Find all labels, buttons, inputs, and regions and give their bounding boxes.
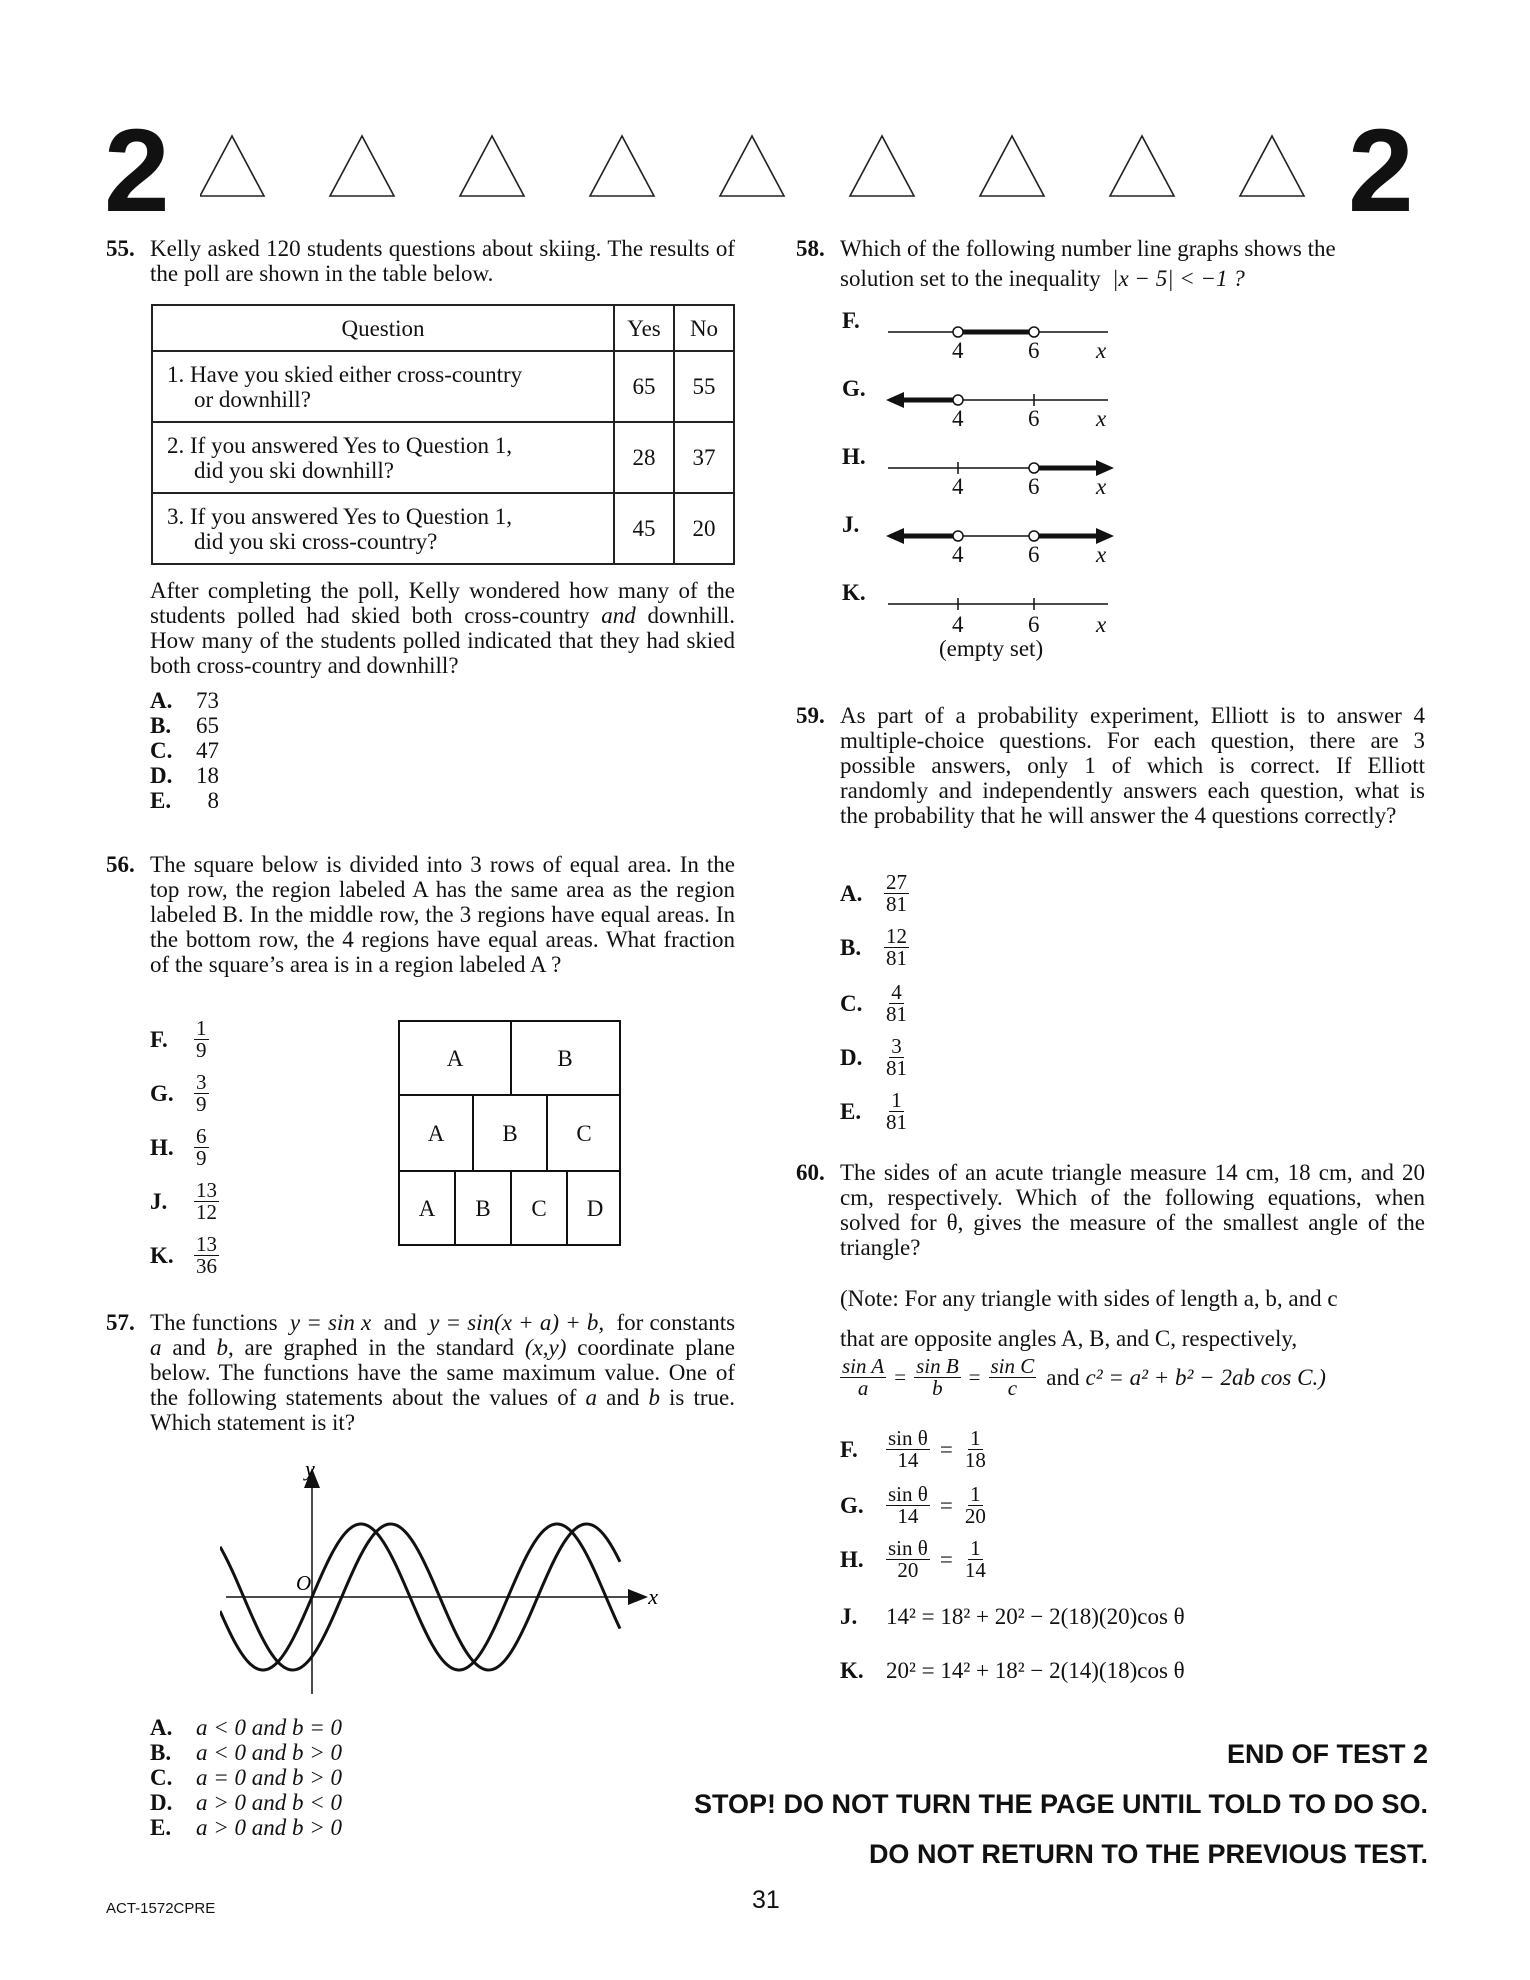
answer-option[interactable]: H. $\frac{\text{sin θ}}{20}$ = $\frac{1}{14}$: [840, 1536, 986, 1582]
q60-note-line1: (Note: For any triangle with sides of length a, b, and c: [840, 1286, 1338, 1311]
answer-option[interactable]: D. 18: [150, 763, 219, 788]
option-letter: K.: [842, 580, 866, 605]
header-left-number: 2: [104, 105, 170, 237]
q55-number: 55.: [106, 236, 135, 261]
region-label: B: [502, 1120, 518, 1146]
q58-number: 58.: [796, 236, 825, 261]
answer-option[interactable]: F. $\frac{\text{sin θ}}{14}$ = $\frac{1}{18}$: [840, 1426, 986, 1472]
left-arrow-icon: [886, 528, 904, 544]
answer-option[interactable]: K. $\frac{13}{36}$: [150, 1232, 217, 1278]
cell-no: 55: [674, 351, 734, 422]
y-axis-label: y: [305, 1458, 315, 1481]
answer-option[interactable]: E. $\frac{1}{81}$: [840, 1088, 907, 1134]
triangle-icon: [850, 136, 914, 196]
answer-option[interactable]: B. $\frac{12}{81}$: [840, 924, 907, 970]
region-label: B: [475, 1195, 491, 1221]
answer-option[interactable]: J. $\frac{13}{12}$: [150, 1178, 217, 1224]
q56-text: The square below is divided into 3 rows of equal area. In the top row, the region labeled A has the same area as the region labeled B. In the middle row, the 3 regions have equal areas. In the bottom row, the 4 regions have equal areas. What fraction of the square’s area is in a region labeled A ?: [150, 852, 735, 977]
svg-text:6: 6: [1028, 612, 1040, 637]
region-label: A: [418, 1195, 436, 1221]
answer-option[interactable]: E. a > 0 and b > 0: [150, 1815, 343, 1840]
svg-text:x: x: [1096, 338, 1107, 363]
header-right-number: 2: [1348, 105, 1414, 237]
svg-text:6: 6: [1028, 338, 1040, 363]
q57-number: 57.: [106, 1310, 135, 1335]
table-row: 1. Have you skied either cross-country or downhill? 65 55: [152, 351, 734, 422]
answer-option[interactable]: A. $\frac{27}{81}$: [840, 870, 907, 916]
q57-options: [150, 1715, 342, 1840]
cell-yes: 45: [614, 493, 674, 564]
q60-text: The sides of an acute triangle measure 14 cm, 18 cm, and 20 cm, respectively. Which of the following equations, when solved for θ, gives the measure of the smallest angle of the triangle?: [840, 1160, 1425, 1260]
svg-text:4: 4: [952, 474, 964, 499]
table-row: 3. If you answered Yes to Question 1, did you ski cross-country? 45 20: [152, 493, 734, 564]
answer-option[interactable]: A. a < 0 and b = 0: [150, 1715, 343, 1740]
empty-set-label: (empty set): [939, 636, 1044, 661]
q60-note-line2: that are opposite angles A, B, and C, respectively,: [840, 1326, 1298, 1351]
triangle-icon: [1110, 136, 1174, 196]
cell-no: 20: [674, 493, 734, 564]
stop-instruction: STOP! DO NOT TURN THE PAGE UNTIL TOLD TO DO SO.: [693, 1789, 1428, 1819]
svg-text:6: 6: [1028, 406, 1040, 431]
q60-number: 60.: [796, 1160, 825, 1185]
q55-poll-table: [151, 304, 735, 565]
origin-label: O: [296, 1571, 312, 1595]
svg-text:4: 4: [952, 406, 964, 431]
left-arrow-icon: [886, 392, 904, 408]
q55-options: [150, 688, 219, 813]
end-of-test-label: END OF TEST 2: [1226, 1739, 1428, 1769]
no-return-instruction: DO NOT RETURN TO THE PREVIOUS TEST.: [868, 1839, 1428, 1869]
option-letter: H.: [842, 444, 866, 469]
q57-text: The functions y = sin x and y = sin(x + a) + b, for constants a and b, are graphed in the standard (x,y) coordinate plane below. The functions have the same maximum value. One of the following statements about the values of a and b is true. Which statement is it?: [150, 1310, 736, 1435]
cell-yes: 28: [614, 422, 674, 493]
triangle-icon: [1240, 136, 1304, 196]
triangle-icon: [460, 136, 524, 196]
header-triangles: [200, 134, 1330, 202]
region-label: C: [531, 1195, 547, 1221]
answer-option[interactable]: C. $\frac{4}{81}$: [840, 980, 907, 1026]
table-header-yes: Yes: [614, 305, 674, 351]
option-letter: G.: [842, 376, 866, 401]
answer-option[interactable]: D. $\frac{3}{81}$: [840, 1034, 907, 1080]
q60-law-formulas: $\frac{\text{sin A}}{a}$ = $\frac{\text{sin B}}{b}$ = $\frac{\text{sin C}}{c}$ and c² = a² + b² − 2ab cos C.): [842, 1354, 1326, 1400]
triangle-icon: [330, 136, 394, 196]
answer-option[interactable]: C. a = 0 and b > 0: [150, 1765, 343, 1790]
x-axis-arrow-icon: [628, 1589, 648, 1605]
option-letter: F.: [842, 308, 860, 333]
triangle-icon: [200, 136, 264, 196]
x-axis-label: x: [648, 1584, 658, 1609]
answer-option[interactable]: J. 14² = 18² + 20² − 2(18)(20)cos θ: [840, 1604, 1185, 1629]
option-letter: J.: [842, 512, 860, 537]
table-header-no: No: [674, 305, 734, 351]
answer-option[interactable]: C. 47: [150, 738, 219, 763]
svg-text:6: 6: [1028, 474, 1040, 499]
table-header-question: Question: [152, 305, 614, 351]
svg-text:x: x: [1096, 474, 1107, 499]
answer-option[interactable]: E. 8: [150, 788, 219, 813]
q55-body: After completing the poll, Kelly wondered how many of the students polled had skied both cross-country and downhill. How many of the students polled indicated that they had skied both cross-country and downhill?: [150, 578, 735, 678]
svg-text:4: 4: [952, 542, 964, 567]
svg-text:x: x: [1096, 612, 1107, 637]
region-label: B: [557, 1045, 573, 1071]
cell-yes: 65: [614, 351, 674, 422]
page-number: 31: [752, 1886, 780, 1914]
q59-number: 59.: [796, 703, 825, 728]
q56-square-diagram: [398, 1020, 621, 1246]
answer-option[interactable]: B. 65: [150, 713, 219, 738]
answer-option[interactable]: F. $\frac{1}{9}$: [150, 1016, 207, 1062]
q58-text: Which of the following number line graphs shows the solution set to the inequality |x − 5| < −1 ?: [840, 236, 1336, 291]
svg-text:x: x: [1096, 542, 1107, 567]
answer-option[interactable]: D. a > 0 and b < 0: [150, 1790, 343, 1815]
triangle-icon: [720, 136, 784, 196]
answer-option[interactable]: A. 73: [150, 688, 219, 713]
answer-option[interactable]: G. $\frac{3}{9}$: [150, 1070, 207, 1116]
form-code: ACT-1572CPRE: [106, 1900, 216, 1917]
svg-text:4: 4: [952, 338, 964, 363]
region-label: D: [586, 1195, 604, 1221]
svg-text:6: 6: [1028, 542, 1040, 567]
answer-option[interactable]: H. $\frac{6}{9}$: [150, 1124, 207, 1170]
region-label: C: [576, 1120, 592, 1146]
q57-sine-graph: [220, 1458, 660, 1698]
q55-intro: Kelly asked 120 students questions about skiing. The results of the poll are shown in the table below.: [150, 236, 735, 286]
q56-number: 56.: [106, 852, 135, 877]
triangle-icon: [980, 136, 1044, 196]
answer-option[interactable]: G. $\frac{\text{sin θ}}{14}$ = $\frac{1}{20}$: [840, 1482, 986, 1528]
region-label: A: [446, 1045, 464, 1071]
svg-text:4: 4: [952, 612, 964, 637]
answer-option[interactable]: K. 20² = 14² + 18² − 2(14)(18)cos θ: [840, 1658, 1185, 1683]
svg-text:x: x: [1096, 406, 1107, 431]
q58-number-lines: [838, 302, 1118, 672]
triangle-icon: [590, 136, 654, 196]
region-label: A: [427, 1120, 445, 1146]
table-row: 2. If you answered Yes to Question 1, did you ski downhill? 28 37: [152, 422, 734, 493]
cell-no: 37: [674, 422, 734, 493]
answer-option[interactable]: B. a < 0 and b > 0: [150, 1740, 343, 1765]
q59-text: As part of a probability experiment, Elliott is to answer 4 multiple-choice questions. For each question, there are 3 possible answers, only 1 of which is correct. If Elliott randomly and independently answers each question, what is the probability that he will answer the 4 questions correctly?: [840, 703, 1425, 828]
